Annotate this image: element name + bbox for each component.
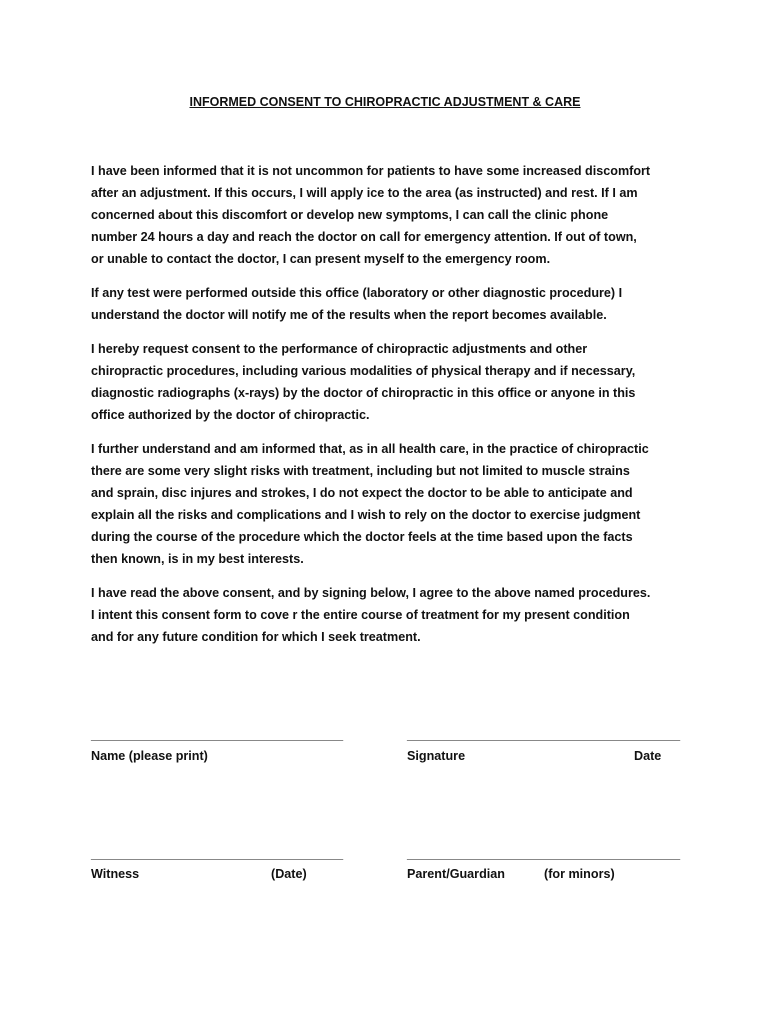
paragraph-line: diagnostic radiographs (x-rays) by the doctor of chiropractic in this office or anyone in this — [91, 386, 636, 400]
paragraph-line: number 24 hours a day and reach the doctor on call for emergency attention. If out of town, — [91, 230, 637, 244]
paragraph-line: I have read the above consent, and by signing below, I agree to the above named procedures. — [91, 586, 651, 600]
paragraph-line: I hereby request consent to the performance of chiropractic adjustments and other — [91, 342, 588, 356]
name-label: Name (please print) — [91, 749, 208, 763]
paragraph-line: during the course of the procedure which the doctor feels at the time based upon the facts — [91, 530, 633, 544]
paragraph-line: If any test were performed outside this office (laboratory or other diagnostic procedure) I — [91, 286, 623, 300]
paragraph-request-consent — [91, 338, 691, 426]
paragraph-line: and for any future condition for which I seek treatment. — [91, 630, 421, 644]
paragraph-tests — [91, 282, 691, 326]
paragraph-line: I further understand and am informed that, as in all health care, in the practice of chiropractic — [91, 442, 649, 456]
paragraph-line: I intent this consent form to cove r the entire course of treatment for my present condition — [91, 608, 630, 622]
signature-date-line: _______________________________________ — [407, 728, 681, 742]
paragraph-line: understand the doctor will notify me of the results when the report becomes available. — [91, 308, 607, 322]
paragraph-line: or unable to contact the doctor, I can present myself to the emergency room. — [91, 252, 551, 266]
paragraph-line: explain all the risks and complications and I wish to rely on the doctor to exercise judgment — [91, 508, 641, 522]
document-title: INFORMED CONSENT TO CHIROPRACTIC ADJUSTMENT & CARE — [189, 95, 581, 109]
parent-guardian-line: _______________________________________ — [407, 847, 681, 861]
paragraph-line: I have been informed that it is not uncommon for patients to have some increased discomfort — [91, 164, 651, 178]
paragraph-discomfort — [91, 160, 691, 270]
witness-date-label: (Date) — [271, 867, 307, 881]
paragraph-line: chiropractic procedures, including various modalities of physical therapy and if necessary, — [91, 364, 636, 378]
paragraph-line: after an adjustment. If this occurs, I will apply ice to the area (as instructed) and rest. If I am — [91, 186, 638, 200]
paragraph-line: concerned about this discomfort or develop new symptoms, I can call the clinic phone — [91, 208, 609, 222]
paragraph-risks — [91, 438, 691, 570]
witness-line: ____________________________________ — [91, 847, 344, 861]
paragraph-line: there are some very slight risks with treatment, including but not limited to muscle strains — [91, 464, 630, 478]
date-label: Date — [634, 749, 662, 763]
paragraph-line: office authorized by the doctor of chiropractic. — [91, 408, 370, 422]
for-minors-label: (for minors) — [544, 867, 615, 881]
parent-guardian-label: Parent/Guardian — [407, 867, 505, 881]
signature-label: Signature — [407, 749, 466, 763]
name-signature-line: ____________________________________ — [91, 728, 344, 742]
paragraph-line: and sprain, disc injures and strokes, I do not expect the doctor to be able to anticipate and — [91, 486, 633, 500]
witness-label: Witness — [91, 867, 140, 881]
paragraph-agreement — [91, 582, 691, 648]
consent-body — [91, 160, 691, 660]
paragraph-line: then known, is in my best interests. — [91, 552, 304, 566]
